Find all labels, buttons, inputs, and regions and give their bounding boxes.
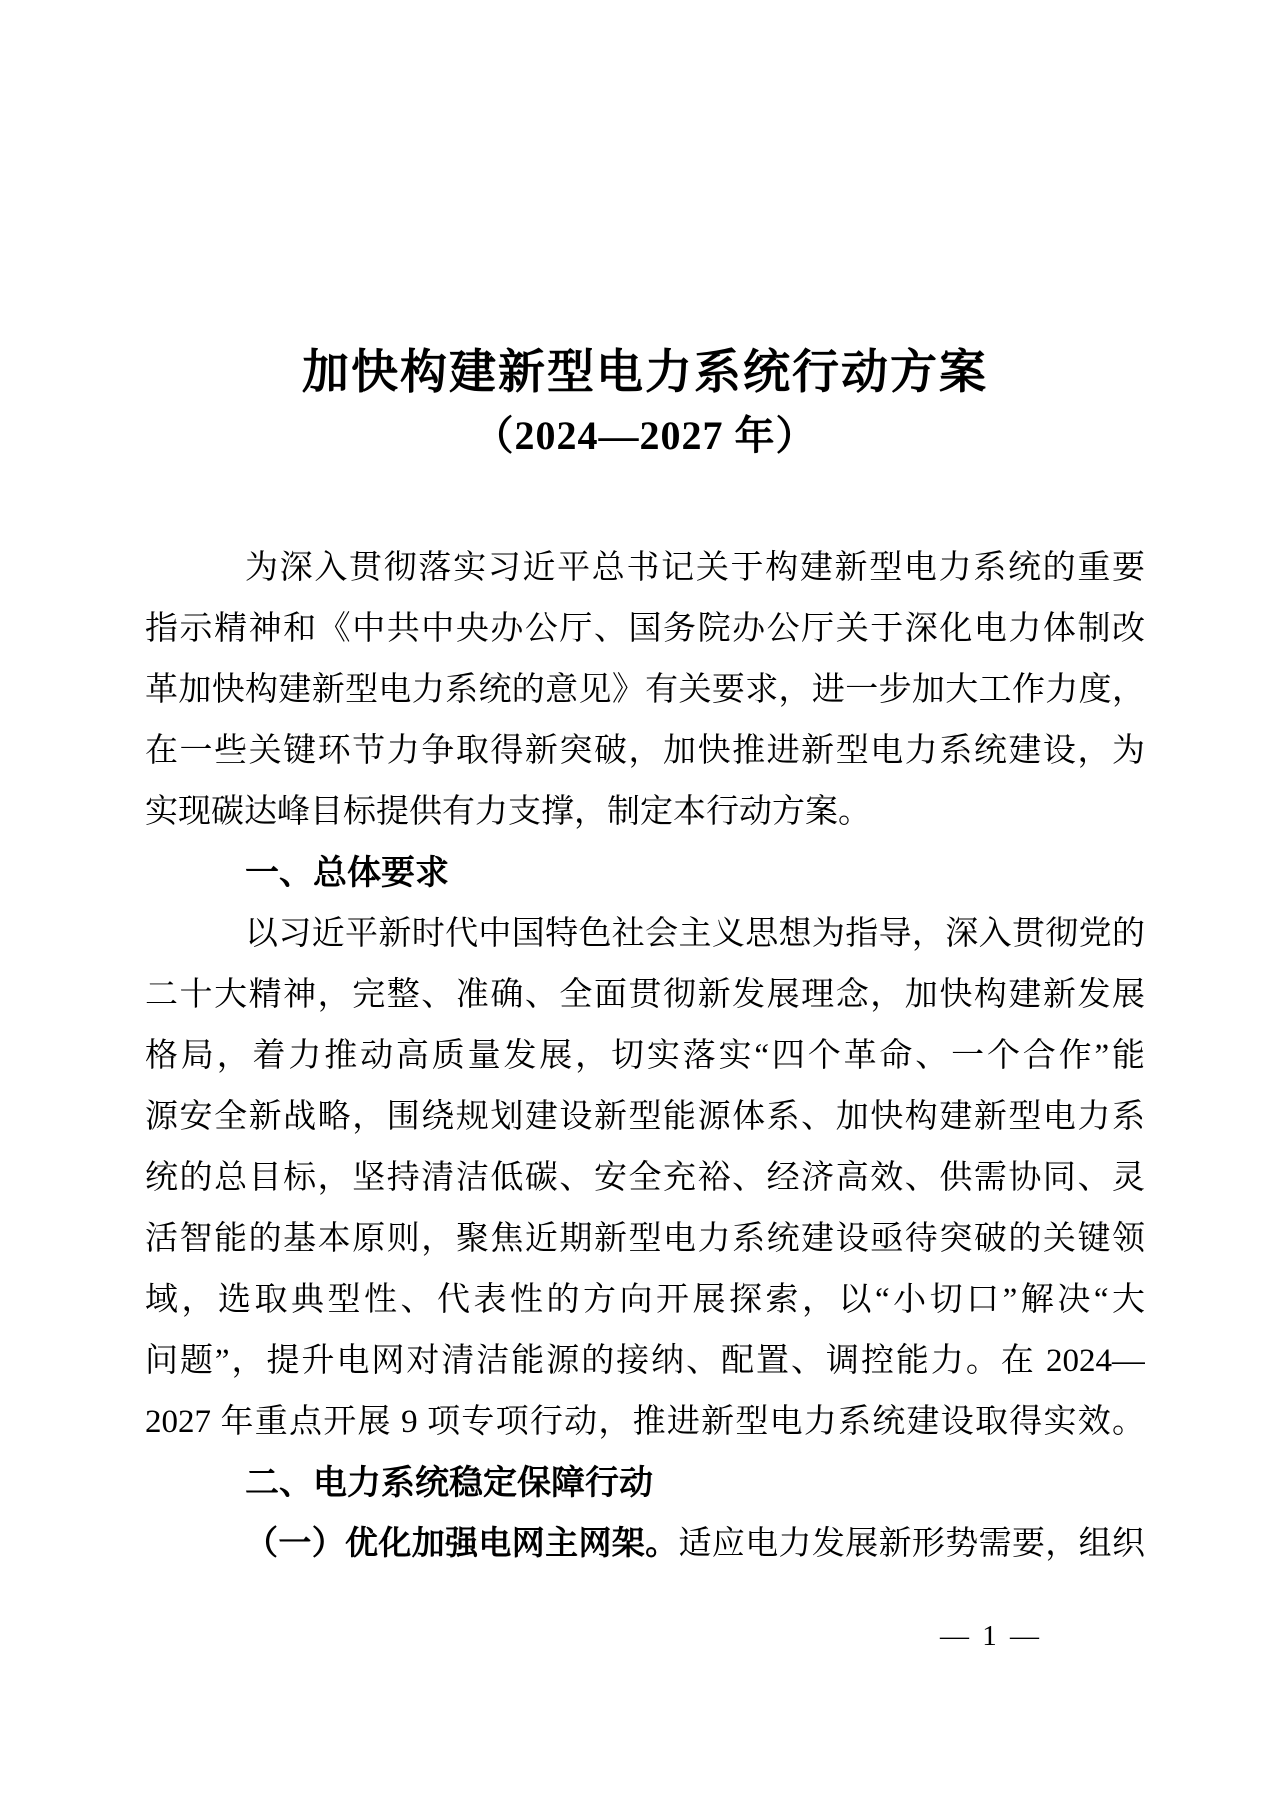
clause-text: 适应电力发展新形势需要，组织 bbox=[678, 1526, 1145, 1562]
section-heading-2: 二、电力系统稳定保障行动 bbox=[245, 1464, 653, 1502]
section1-line: 2027 年重点开展 9 项专项行动，推进新型电力系统建设取得实效。 bbox=[145, 1404, 1145, 1440]
document-content bbox=[145, 0, 1145, 1575]
section1-line: 二十大精神，完整、准确、全面贯彻新发展理念，加快构建新发展 bbox=[145, 977, 1145, 1013]
section1-line: 问题”，提升电网对清洁能源的接纳、配置、调控能力。在 2024— bbox=[145, 1343, 1145, 1379]
intro-line: 为深入贯彻落实习近平总书记关于构建新型电力系统的重要 bbox=[245, 550, 1145, 586]
intro-line: 实现碳达峰目标提供有力支撑，制定本行动方案。 bbox=[145, 794, 871, 830]
section1-line: 源安全新战略，围绕规划建设新型能源体系、加快构建新型电力系 bbox=[145, 1099, 1145, 1135]
section-heading-1: 一、总体要求 bbox=[245, 854, 449, 892]
document-body bbox=[145, 538, 1145, 1575]
section1-line: 格局，着力推动高质量发展，切实落实“四个革命、一个合作”能 bbox=[145, 1038, 1145, 1074]
section1-line: 活智能的基本原则，聚焦近期新型电力系统建设亟待突破的关键领 bbox=[145, 1221, 1145, 1257]
intro-line: 在一些关键环节力争取得新突破，加快推进新型电力系统建设，为 bbox=[145, 733, 1145, 769]
section1-line: 域，选取典型性、代表性的方向开展探索，以“小切口”解决“大 bbox=[145, 1282, 1145, 1318]
section1-line: 统的总目标，坚持清洁低碳、安全充裕、经济高效、供需协同、灵 bbox=[145, 1160, 1145, 1196]
intro-line: 指示精神和《中共中央办公厅、国务院办公厅关于深化电力体制改 bbox=[145, 611, 1145, 647]
document-title: 加快构建新型电力系统行动方案 bbox=[302, 347, 988, 399]
intro-line: 革加快构建新型电力系统的意见》有关要求，进一步加大工作力度， bbox=[145, 672, 1145, 708]
clause-lead: （一）优化加强电网主网架。 bbox=[245, 1526, 679, 1562]
page-number: — 1 — bbox=[940, 1620, 1042, 1652]
document-subtitle: （2024—2027 年） bbox=[473, 413, 817, 458]
clause-line bbox=[145, 1514, 1145, 1575]
section1-line: 以习近平新时代中国特色社会主义思想为指导，深入贯彻党的 bbox=[245, 916, 1145, 952]
